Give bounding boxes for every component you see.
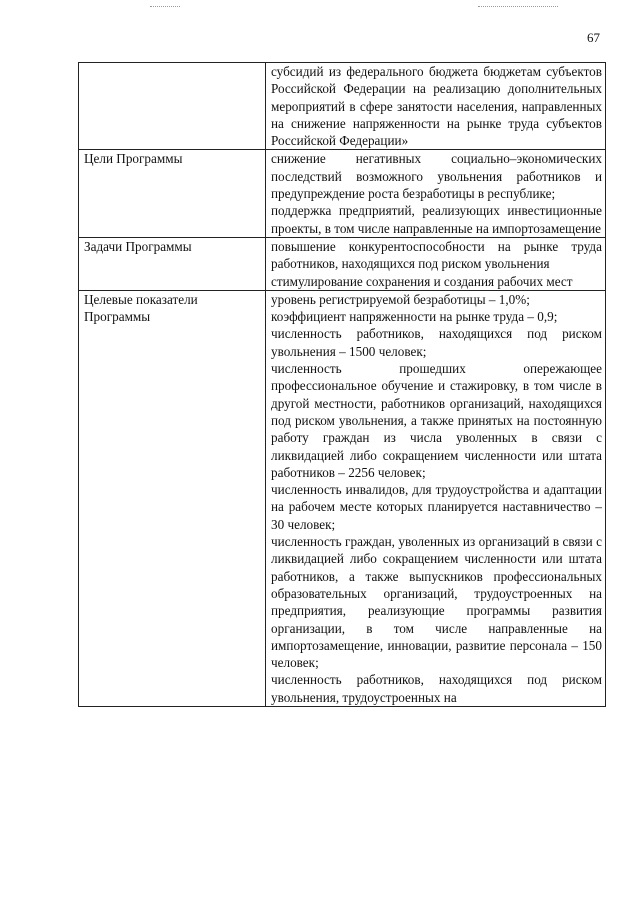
content-paragraph: снижение негативных социально–экономических последствий возможного увольнения работников и предупреждение роста безработицы в республике;	[271, 151, 602, 202]
scan-artifact-left	[150, 6, 180, 8]
content-paragraph: численность работников, находящихся под риском увольнения – 1500 человек;	[271, 326, 602, 359]
content-paragraph: субсидий из федерального бюджета бюджетам субъектов Российской Федерации на реализацию дополнительных мероприятий в сфере занятости населения, направленных на снижение напряженности на рынке труда субъектов Российской Федерации»	[271, 64, 602, 149]
content-paragraph: уровень регистрируемой безработицы – 1,0%;	[271, 291, 530, 307]
row-content	[266, 150, 606, 237]
page-number: 67	[587, 30, 600, 45]
content-paragraph: стимулирование сохранения и создания рабочих мест	[271, 273, 573, 289]
table-row	[79, 237, 606, 290]
program-passport-table	[78, 62, 606, 707]
row-label	[79, 63, 266, 150]
content-paragraph: численность граждан, уволенных из организаций в связи с ликвидацией либо сокращением численности или штата работников, а также выпускников профессиональных образовательных организаций, трудоустроенных на предприятия, реализующие программы развития организации, в том числе направленные на импортозамещение, инновации, развитие персонала – 150 человек;	[271, 534, 602, 671]
row-label: Целевые показатели Программы	[79, 290, 266, 706]
scan-artifact-right	[478, 6, 558, 8]
content-paragraph: численность работников, находящихся под риском увольнения, трудоустроенных на	[271, 672, 602, 705]
table-row	[79, 150, 606, 237]
content-paragraph: коэффициент напряженности на рынке труда – 0,9;	[271, 309, 558, 325]
content-paragraph: численность прошедших опережающее профессиональное обучение и стажировку, в том числе в другой местности, работников организаций, находящихся под риском увольнения, а также принятых на постоянную работу граждан из числа уволенных в связи с ликвидацией либо сокращением численности или штата работников – 2256 человек;	[271, 361, 602, 480]
row-label: Задачи Программы	[79, 237, 266, 290]
table-row	[79, 63, 606, 150]
content-paragraph: повышение конкурентоспособности на рынке труда работников, находящихся под риском увольнения	[271, 238, 602, 272]
row-content	[266, 63, 606, 150]
row-content	[266, 237, 606, 290]
content-paragraph: поддержка предприятий, реализующих инвестиционные проекты, в том числе направленные на импортозамещение	[271, 203, 602, 236]
content-paragraph: численность инвалидов, для трудоустройства и адаптации на рабочем месте которых планируется наставничество – 30 человек;	[271, 482, 602, 532]
row-label: Цели Программы	[79, 150, 266, 237]
row-content	[266, 290, 606, 706]
table-row	[79, 290, 606, 706]
